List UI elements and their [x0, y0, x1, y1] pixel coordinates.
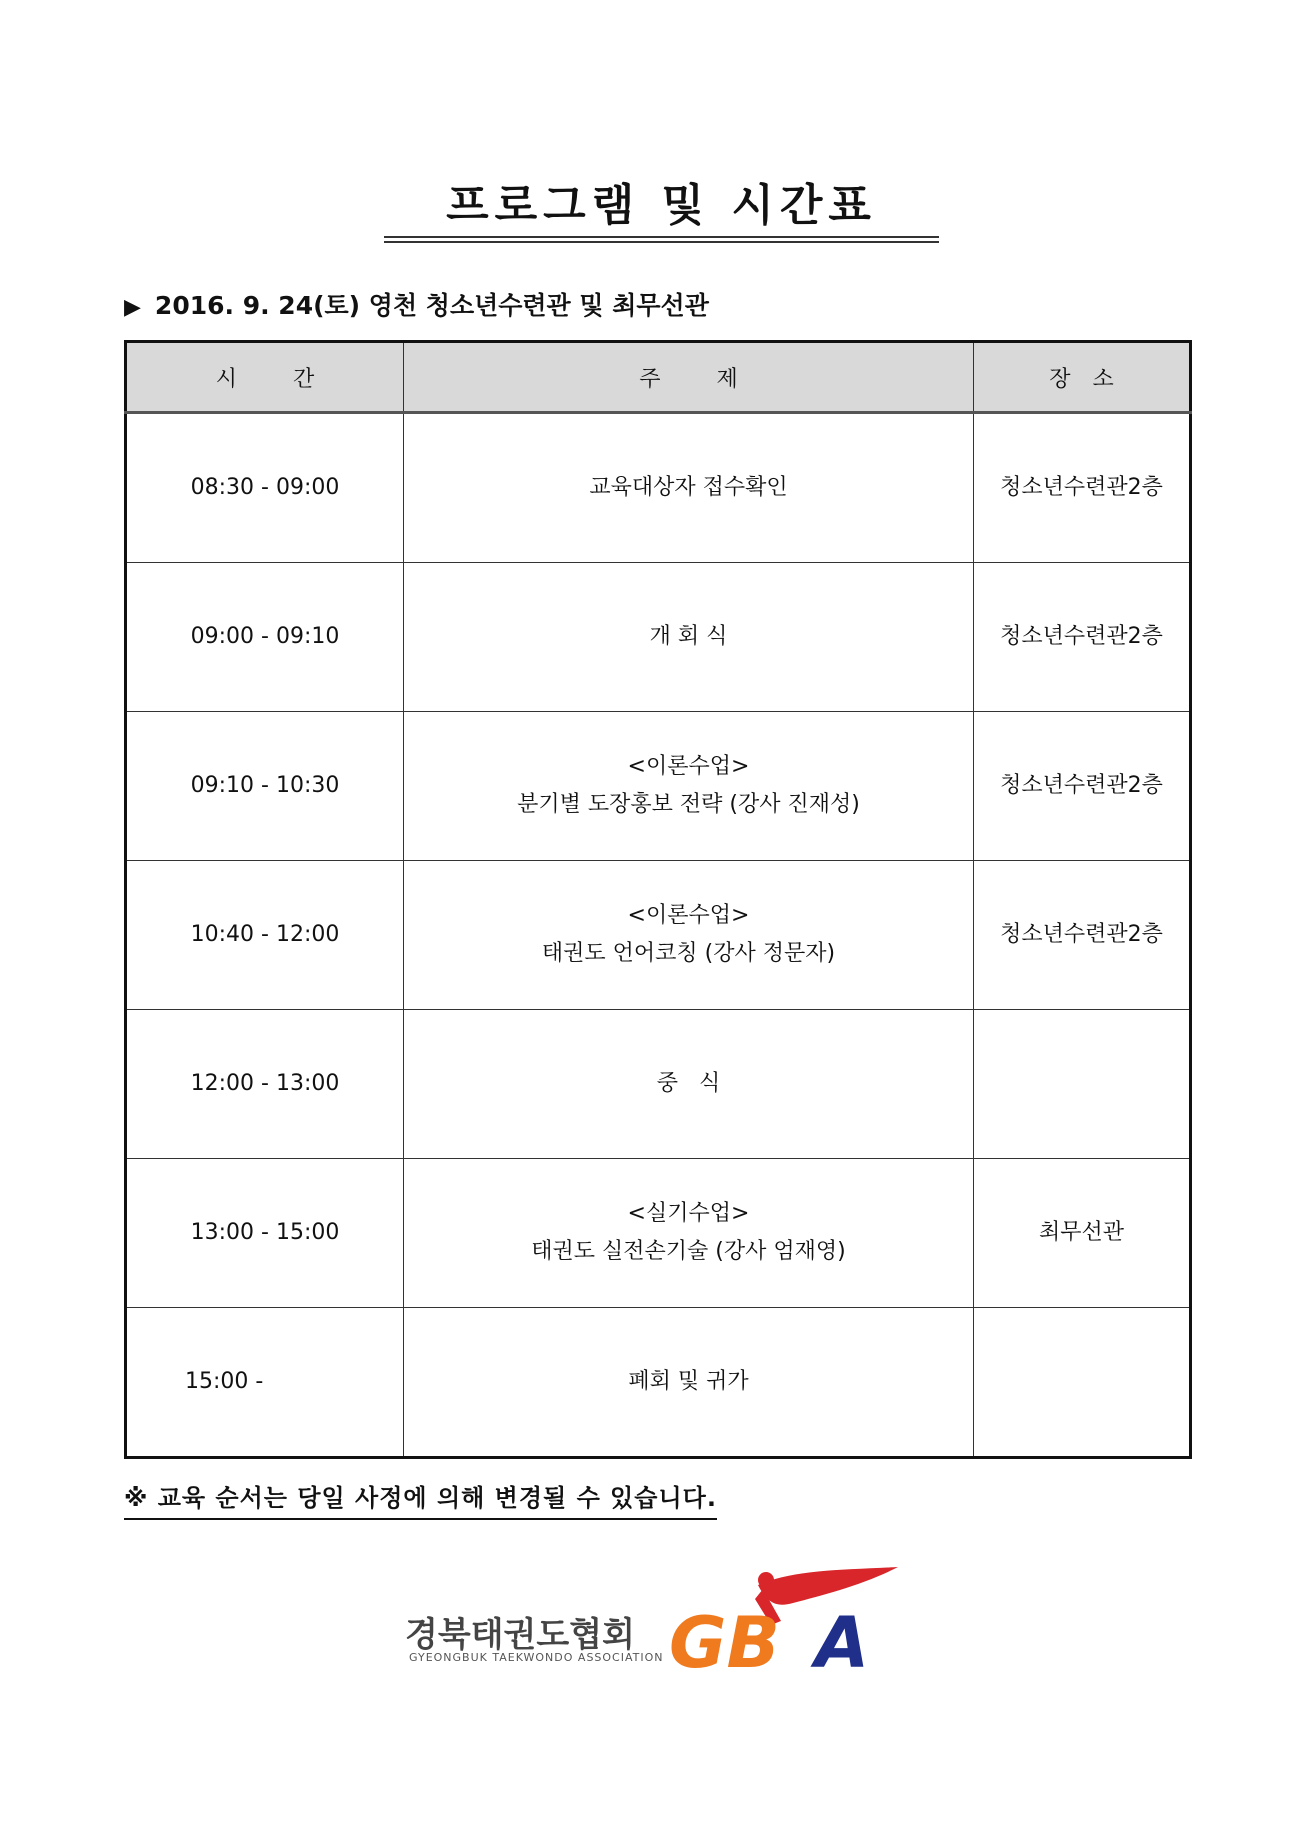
place-cell [974, 1010, 1191, 1159]
place-cell: 청소년수련관2층 [974, 712, 1191, 861]
topic-cell: <이론수업> 분기별 도장홍보 전략 (강사 진재성) [404, 712, 974, 861]
table-row [126, 563, 1191, 712]
table-row [126, 861, 1191, 1010]
time-cell: 15:00 - [126, 1308, 404, 1458]
table-row [126, 1010, 1191, 1159]
table-row [126, 712, 1191, 861]
table-row [126, 1159, 1191, 1308]
association-logo [405, 1565, 925, 1685]
event-header [124, 288, 709, 326]
header-topic: 주 제 [404, 342, 974, 413]
title-double-underline [384, 236, 939, 243]
gba-logo-icon [663, 1565, 913, 1685]
place-cell: 청소년수련관2층 [974, 861, 1191, 1010]
triangle-bullet-icon: ▶ [124, 295, 141, 320]
time-cell: 08:30 - 09:00 [126, 413, 404, 563]
topic-cell: 중 식 [404, 1010, 974, 1159]
event-header-text: 2016. 9. 24(토) 영천 청소년수련관 및 최무선관 [154, 291, 709, 320]
logo-korean-name: 경북태권도협회 [405, 1615, 635, 1655]
header-time: 시 간 [126, 342, 404, 413]
time-cell: 09:00 - 09:10 [126, 563, 404, 712]
topic-cell: <실기수업> 태권도 실전손기술 (강사 엄재영) [404, 1159, 974, 1308]
page-title: 프로그램 및 시간표 [446, 180, 877, 231]
place-cell: 최무선관 [974, 1159, 1191, 1308]
place-cell: 청소년수련관2층 [974, 413, 1191, 563]
time-cell: 12:00 - 13:00 [126, 1010, 404, 1159]
time-cell: 13:00 - 15:00 [126, 1159, 404, 1308]
schedule-table [124, 340, 1192, 1459]
place-cell [974, 1308, 1191, 1458]
topic-cell: 폐회 및 귀가 [404, 1308, 974, 1458]
footnote: ※ 교육 순서는 당일 사정에 의해 변경될 수 있습니다. [124, 1480, 717, 1520]
svg-text:GB: GB [669, 1602, 780, 1684]
topic-cell: 교육대상자 접수확인 [404, 413, 974, 563]
time-cell: 10:40 - 12:00 [126, 861, 404, 1010]
svg-text:A: A [815, 1602, 870, 1684]
topic-cell: 개 회 식 [404, 563, 974, 712]
place-cell: 청소년수련관2층 [974, 563, 1191, 712]
logo-english-name: GYEONGBUK TAEKWONDO ASSOCIATION [409, 1651, 664, 1664]
table-header-row [126, 342, 1191, 413]
topic-cell: <이론수업> 태권도 언어코칭 (강사 정문자) [404, 861, 974, 1010]
table-row [126, 413, 1191, 563]
header-place: 장 소 [974, 342, 1191, 413]
table-row [126, 1308, 1191, 1458]
time-cell: 09:10 - 10:30 [126, 712, 404, 861]
